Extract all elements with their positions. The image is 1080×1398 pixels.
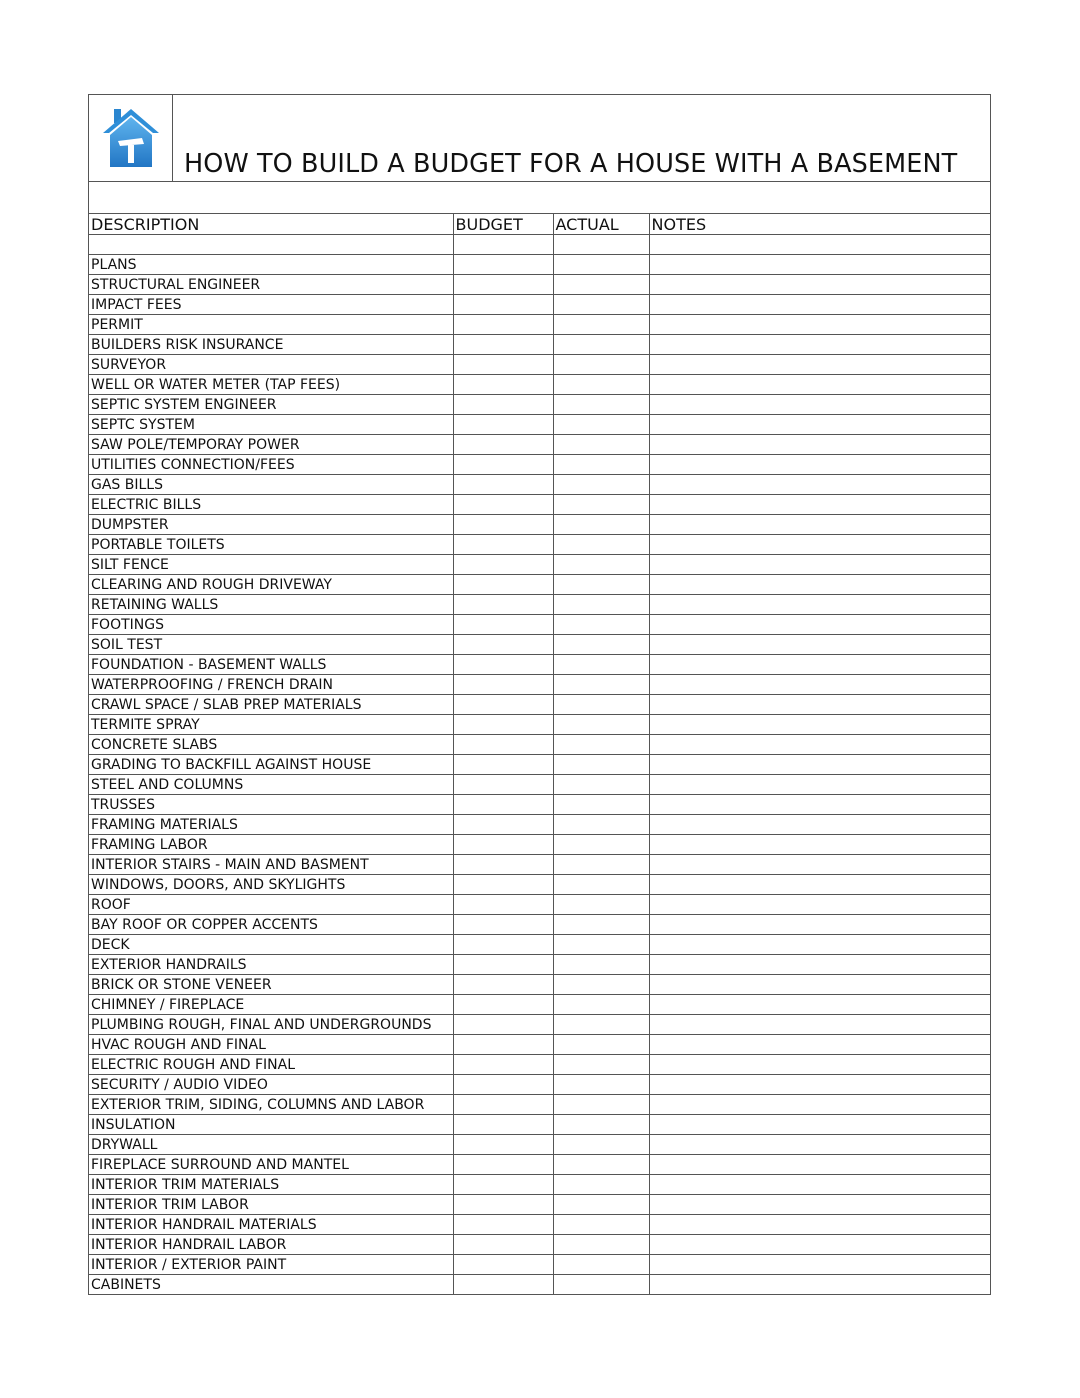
description-cell: FRAMING LABOR xyxy=(89,834,453,854)
actual-cell[interactable] xyxy=(553,294,649,314)
description-cell: GAS BILLS xyxy=(89,474,453,494)
notes-cell[interactable] xyxy=(649,254,990,274)
table-row xyxy=(89,854,990,874)
table-row xyxy=(89,694,990,714)
notes-cell[interactable] xyxy=(649,1254,990,1274)
description-cell: FIREPLACE SURROUND AND MANTEL xyxy=(89,1154,453,1174)
actual-cell[interactable] xyxy=(553,854,649,874)
budget-cell[interactable] xyxy=(453,614,553,634)
notes-cell[interactable] xyxy=(649,854,990,874)
budget-cell[interactable] xyxy=(453,1114,553,1134)
table-row xyxy=(89,1254,990,1274)
budget-cell[interactable] xyxy=(453,934,553,954)
notes-cell[interactable] xyxy=(649,1094,990,1114)
table-row xyxy=(89,714,990,734)
budget-cell[interactable] xyxy=(453,594,553,614)
notes-cell[interactable] xyxy=(649,714,990,734)
house-hammer-icon xyxy=(102,107,160,169)
description-cell: FOOTINGS xyxy=(89,614,453,634)
actual-cell[interactable] xyxy=(553,514,649,534)
table-row xyxy=(89,1214,990,1234)
description-cell: ELECTRIC ROUGH AND FINAL xyxy=(89,1054,453,1074)
notes-cell[interactable] xyxy=(649,454,990,474)
table-row xyxy=(89,614,990,634)
budget-cell[interactable] xyxy=(453,774,553,794)
table-row xyxy=(89,474,990,494)
description-cell: SEPTC SYSTEM xyxy=(89,414,453,434)
table-row xyxy=(89,574,990,594)
actual-cell[interactable] xyxy=(553,414,649,434)
notes-cell[interactable] xyxy=(649,654,990,674)
budget-cell[interactable] xyxy=(453,914,553,934)
description-cell: CONCRETE SLABS xyxy=(89,734,453,754)
description-cell: TERMITE SPRAY xyxy=(89,714,453,734)
spacer-cell xyxy=(89,234,453,254)
budget-header: BUDGET xyxy=(453,214,553,234)
budget-cell[interactable] xyxy=(453,1094,553,1114)
budget-cell[interactable] xyxy=(453,894,553,914)
budget-cell[interactable] xyxy=(453,694,553,714)
description-cell: SEPTIC SYSTEM ENGINEER xyxy=(89,394,453,414)
budget-cell[interactable] xyxy=(453,1214,553,1234)
notes-cell[interactable] xyxy=(649,1274,990,1294)
table-row xyxy=(89,294,990,314)
budget-cell[interactable] xyxy=(453,1154,553,1174)
actual-cell[interactable] xyxy=(553,1114,649,1134)
description-cell: INTERIOR HANDRAIL MATERIALS xyxy=(89,1214,453,1234)
budget-cell[interactable] xyxy=(453,1074,553,1094)
table-row xyxy=(89,334,990,354)
table-row xyxy=(89,674,990,694)
notes-cell[interactable] xyxy=(649,554,990,574)
actual-cell[interactable] xyxy=(553,254,649,274)
table-row xyxy=(89,894,990,914)
notes-cell[interactable] xyxy=(649,494,990,514)
table-row xyxy=(89,314,990,334)
description-cell: SURVEYOR xyxy=(89,354,453,374)
budget-cell[interactable] xyxy=(453,434,553,454)
actual-cell[interactable] xyxy=(553,1034,649,1054)
description-cell: CABINETS xyxy=(89,1274,453,1294)
budget-cell[interactable] xyxy=(453,1034,553,1054)
notes-cell[interactable] xyxy=(649,1034,990,1054)
description-cell: ELECTRIC BILLS xyxy=(89,494,453,514)
budget-table xyxy=(89,214,990,1294)
description-cell: EXTERIOR HANDRAILS xyxy=(89,954,453,974)
description-cell: WINDOWS, DOORS, AND SKYLIGHTS xyxy=(89,874,453,894)
notes-cell[interactable] xyxy=(649,1194,990,1214)
notes-cell[interactable] xyxy=(649,574,990,594)
budget-sheet xyxy=(88,94,991,1295)
actual-cell[interactable] xyxy=(553,914,649,934)
table-row xyxy=(89,914,990,934)
actual-cell[interactable] xyxy=(553,874,649,894)
spacer-cell xyxy=(553,234,649,254)
header-row xyxy=(89,214,990,234)
budget-cell[interactable] xyxy=(453,634,553,654)
table-row xyxy=(89,934,990,954)
budget-cell[interactable] xyxy=(453,314,553,334)
notes-cell[interactable] xyxy=(649,1214,990,1234)
actual-cell[interactable] xyxy=(553,1234,649,1254)
table-row xyxy=(89,1134,990,1154)
spacer-cell xyxy=(649,234,990,254)
description-cell: SOIL TEST xyxy=(89,634,453,654)
notes-cell[interactable] xyxy=(649,874,990,894)
notes-cell[interactable] xyxy=(649,694,990,714)
description-cell: SILT FENCE xyxy=(89,554,453,574)
notes-cell[interactable] xyxy=(649,354,990,374)
table-row xyxy=(89,454,990,474)
budget-cell[interactable] xyxy=(453,474,553,494)
table-row xyxy=(89,1014,990,1034)
budget-cell[interactable] xyxy=(453,834,553,854)
table-row xyxy=(89,754,990,774)
budget-cell[interactable] xyxy=(453,494,553,514)
notes-cell[interactable] xyxy=(649,1154,990,1174)
actual-cell[interactable] xyxy=(553,1214,649,1234)
actual-cell[interactable] xyxy=(553,834,649,854)
actual-cell[interactable] xyxy=(553,1194,649,1214)
notes-cell[interactable] xyxy=(649,1014,990,1034)
description-cell: HVAC ROUGH AND FINAL xyxy=(89,1034,453,1054)
actual-cell[interactable] xyxy=(553,954,649,974)
notes-cell[interactable] xyxy=(649,814,990,834)
table-row xyxy=(89,514,990,534)
actual-cell[interactable] xyxy=(553,674,649,694)
description-cell: SAW POLE/TEMPORAY POWER xyxy=(89,434,453,454)
notes-cell[interactable] xyxy=(649,1234,990,1254)
actual-cell[interactable] xyxy=(553,1174,649,1194)
actual-cell[interactable] xyxy=(553,654,649,674)
budget-cell[interactable] xyxy=(453,714,553,734)
actual-cell[interactable] xyxy=(553,714,649,734)
actual-cell[interactable] xyxy=(553,814,649,834)
actual-cell[interactable] xyxy=(553,794,649,814)
table-row xyxy=(89,1174,990,1194)
budget-cell[interactable] xyxy=(453,1174,553,1194)
table-row xyxy=(89,654,990,674)
notes-cell[interactable] xyxy=(649,834,990,854)
actual-header: ACTUAL xyxy=(553,214,649,234)
notes-cell[interactable] xyxy=(649,994,990,1014)
budget-cell[interactable] xyxy=(453,1274,553,1294)
table-row xyxy=(89,374,990,394)
description-cell: GRADING TO BACKFILL AGAINST HOUSE xyxy=(89,754,453,774)
description-cell: STRUCTURAL ENGINEER xyxy=(89,274,453,294)
actual-cell[interactable] xyxy=(553,934,649,954)
description-cell: IMPACT FEES xyxy=(89,294,453,314)
notes-cell[interactable] xyxy=(649,674,990,694)
description-cell: INTERIOR STAIRS - MAIN AND BASMENT xyxy=(89,854,453,874)
actual-cell[interactable] xyxy=(553,374,649,394)
description-cell: PORTABLE TOILETS xyxy=(89,534,453,554)
description-cell: FOUNDATION - BASEMENT WALLS xyxy=(89,654,453,674)
notes-cell[interactable] xyxy=(649,434,990,454)
description-cell: PLUMBING ROUGH, FINAL AND UNDERGROUNDS xyxy=(89,1014,453,1034)
description-cell: RETAINING WALLS xyxy=(89,594,453,614)
table-row xyxy=(89,1154,990,1174)
actual-cell[interactable] xyxy=(553,554,649,574)
description-cell: BAY ROOF OR COPPER ACCENTS xyxy=(89,914,453,934)
description-cell: PERMIT xyxy=(89,314,453,334)
actual-cell[interactable] xyxy=(553,1054,649,1074)
table-row xyxy=(89,1034,990,1054)
table-row xyxy=(89,394,990,414)
description-cell: INTERIOR TRIM LABOR xyxy=(89,1194,453,1214)
budget-cell[interactable] xyxy=(453,514,553,534)
budget-cell[interactable] xyxy=(453,734,553,754)
actual-cell[interactable] xyxy=(553,1074,649,1094)
description-cell: DRYWALL xyxy=(89,1134,453,1154)
notes-cell[interactable] xyxy=(649,894,990,914)
budget-cell[interactable] xyxy=(453,254,553,274)
notes-cell[interactable] xyxy=(649,334,990,354)
actual-cell[interactable] xyxy=(553,1154,649,1174)
notes-cell[interactable] xyxy=(649,414,990,434)
table-row xyxy=(89,1194,990,1214)
budget-cell[interactable] xyxy=(453,394,553,414)
notes-cell[interactable] xyxy=(649,1114,990,1134)
actual-cell[interactable] xyxy=(553,274,649,294)
description-cell: DECK xyxy=(89,934,453,954)
notes-cell[interactable] xyxy=(649,634,990,654)
table-row xyxy=(89,254,990,274)
actual-cell[interactable] xyxy=(553,974,649,994)
notes-cell[interactable] xyxy=(649,514,990,534)
budget-cell[interactable] xyxy=(453,454,553,474)
logo-cell xyxy=(89,95,173,181)
notes-cell[interactable] xyxy=(649,1134,990,1154)
budget-cell[interactable] xyxy=(453,354,553,374)
budget-cell[interactable] xyxy=(453,794,553,814)
notes-header: NOTES xyxy=(649,214,990,234)
description-cell: INTERIOR HANDRAIL LABOR xyxy=(89,1234,453,1254)
actual-cell[interactable] xyxy=(553,634,649,654)
budget-cell[interactable] xyxy=(453,1254,553,1274)
description-cell: BUILDERS RISK INSURANCE xyxy=(89,334,453,354)
description-cell: ROOF xyxy=(89,894,453,914)
notes-cell[interactable] xyxy=(649,734,990,754)
title-row xyxy=(89,95,990,182)
description-cell: CLEARING AND ROUGH DRIVEWAY xyxy=(89,574,453,594)
actual-cell[interactable] xyxy=(553,614,649,634)
table-row xyxy=(89,1114,990,1134)
budget-cell[interactable] xyxy=(453,1234,553,1254)
description-cell: DUMPSTER xyxy=(89,514,453,534)
table-row xyxy=(89,1274,990,1294)
table-row xyxy=(89,1094,990,1114)
table-row xyxy=(89,534,990,554)
blank-row xyxy=(89,182,990,214)
table-row xyxy=(89,814,990,834)
budget-cell[interactable] xyxy=(453,414,553,434)
budget-cell[interactable] xyxy=(453,1134,553,1154)
actual-cell[interactable] xyxy=(553,334,649,354)
actual-cell[interactable] xyxy=(553,734,649,754)
budget-cell[interactable] xyxy=(453,374,553,394)
budget-cell[interactable] xyxy=(453,554,553,574)
table-row xyxy=(89,794,990,814)
table-row xyxy=(89,994,990,1014)
actual-cell[interactable] xyxy=(553,354,649,374)
table-row xyxy=(89,274,990,294)
description-cell: SECURITY / AUDIO VIDEO xyxy=(89,1074,453,1094)
description-header: DESCRIPTION xyxy=(89,214,453,234)
notes-cell[interactable] xyxy=(649,394,990,414)
notes-cell[interactable] xyxy=(649,614,990,634)
notes-cell[interactable] xyxy=(649,954,990,974)
actual-cell[interactable] xyxy=(553,534,649,554)
description-cell: CRAWL SPACE / SLAB PREP MATERIALS xyxy=(89,694,453,714)
notes-cell[interactable] xyxy=(649,474,990,494)
actual-cell[interactable] xyxy=(553,394,649,414)
budget-cell[interactable] xyxy=(453,874,553,894)
table-row xyxy=(89,734,990,754)
notes-cell[interactable] xyxy=(649,934,990,954)
description-cell: FRAMING MATERIALS xyxy=(89,814,453,834)
actual-cell[interactable] xyxy=(553,434,649,454)
title-cell xyxy=(173,95,990,181)
table-row xyxy=(89,354,990,374)
description-cell: INSULATION xyxy=(89,1114,453,1134)
budget-cell[interactable] xyxy=(453,974,553,994)
description-cell: CHIMNEY / FIREPLACE xyxy=(89,994,453,1014)
actual-cell[interactable] xyxy=(553,454,649,474)
description-cell: PLANS xyxy=(89,254,453,274)
actual-cell[interactable] xyxy=(553,1274,649,1294)
budget-cell[interactable] xyxy=(453,994,553,1014)
budget-cell[interactable] xyxy=(453,1014,553,1034)
description-cell: EXTERIOR TRIM, SIDING, COLUMNS AND LABOR xyxy=(89,1094,453,1114)
table-row xyxy=(89,834,990,854)
notes-cell[interactable] xyxy=(649,374,990,394)
actual-cell[interactable] xyxy=(553,1094,649,1114)
actual-cell[interactable] xyxy=(553,1014,649,1034)
budget-cell[interactable] xyxy=(453,334,553,354)
description-cell: BRICK OR STONE VENEER xyxy=(89,974,453,994)
table-row xyxy=(89,634,990,654)
table-row xyxy=(89,594,990,614)
spacer-cell xyxy=(453,234,553,254)
actual-cell[interactable] xyxy=(553,494,649,514)
notes-cell[interactable] xyxy=(649,1174,990,1194)
budget-cell[interactable] xyxy=(453,294,553,314)
table-row xyxy=(89,1234,990,1254)
actual-cell[interactable] xyxy=(553,894,649,914)
description-cell: WATERPROOFING / FRENCH DRAIN xyxy=(89,674,453,694)
actual-cell[interactable] xyxy=(553,754,649,774)
notes-cell[interactable] xyxy=(649,594,990,614)
description-cell: WELL OR WATER METER (TAP FEES) xyxy=(89,374,453,394)
budget-cell[interactable] xyxy=(453,854,553,874)
actual-cell[interactable] xyxy=(553,1134,649,1154)
notes-cell[interactable] xyxy=(649,914,990,934)
actual-cell[interactable] xyxy=(553,594,649,614)
budget-cell[interactable] xyxy=(453,574,553,594)
page-title: HOW TO BUILD A BUDGET FOR A HOUSE WITH A BASEMENT xyxy=(184,149,958,179)
budget-cell[interactable] xyxy=(453,1054,553,1074)
budget-cell[interactable] xyxy=(453,534,553,554)
description-cell: INTERIOR / EXTERIOR PAINT xyxy=(89,1254,453,1274)
budget-cell[interactable] xyxy=(453,754,553,774)
notes-cell[interactable] xyxy=(649,274,990,294)
description-cell: INTERIOR TRIM MATERIALS xyxy=(89,1174,453,1194)
table-row xyxy=(89,1074,990,1094)
table-row xyxy=(89,954,990,974)
budget-cell[interactable] xyxy=(453,954,553,974)
notes-cell[interactable] xyxy=(649,1074,990,1094)
table-row xyxy=(89,494,990,514)
notes-cell[interactable] xyxy=(649,1054,990,1074)
actual-cell[interactable] xyxy=(553,314,649,334)
notes-cell[interactable] xyxy=(649,294,990,314)
actual-cell[interactable] xyxy=(553,694,649,714)
notes-cell[interactable] xyxy=(649,754,990,774)
notes-cell[interactable] xyxy=(649,314,990,334)
notes-cell[interactable] xyxy=(649,974,990,994)
budget-cell[interactable] xyxy=(453,1194,553,1214)
table-row xyxy=(89,774,990,794)
budget-cell[interactable] xyxy=(453,814,553,834)
table-body xyxy=(89,234,990,1294)
table-row xyxy=(89,554,990,574)
table-row xyxy=(89,1054,990,1074)
spacer-row xyxy=(89,234,990,254)
table-row xyxy=(89,974,990,994)
table-row xyxy=(89,874,990,894)
table-row xyxy=(89,414,990,434)
description-cell: STEEL AND COLUMNS xyxy=(89,774,453,794)
actual-cell[interactable] xyxy=(553,1254,649,1274)
table-row xyxy=(89,434,990,454)
actual-cell[interactable] xyxy=(553,474,649,494)
notes-cell[interactable] xyxy=(649,534,990,554)
actual-cell[interactable] xyxy=(553,574,649,594)
budget-cell[interactable] xyxy=(453,274,553,294)
description-cell: TRUSSES xyxy=(89,794,453,814)
notes-cell[interactable] xyxy=(649,774,990,794)
actual-cell[interactable] xyxy=(553,994,649,1014)
description-cell: UTILITIES CONNECTION/FEES xyxy=(89,454,453,474)
actual-cell[interactable] xyxy=(553,774,649,794)
budget-cell[interactable] xyxy=(453,654,553,674)
notes-cell[interactable] xyxy=(649,794,990,814)
budget-cell[interactable] xyxy=(453,674,553,694)
